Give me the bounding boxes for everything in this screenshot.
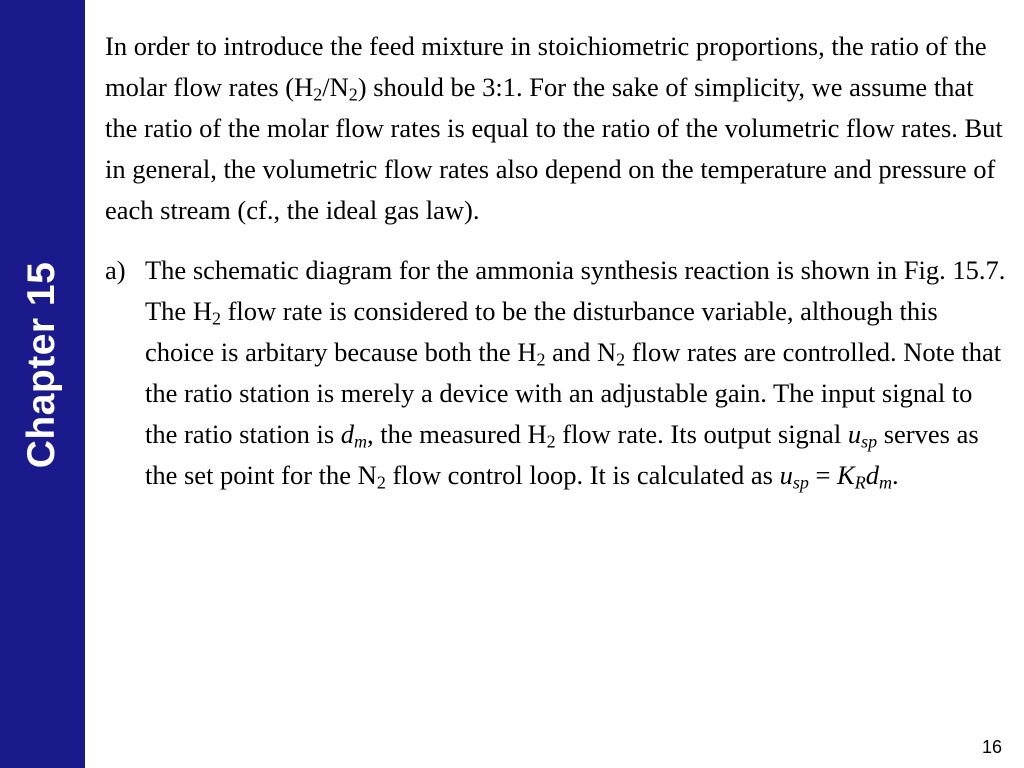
math-subscript: m <box>354 431 368 452</box>
intro-text: /N <box>322 72 349 102</box>
math-variable: d <box>340 419 355 449</box>
slide-content <box>105 26 1010 496</box>
item-text: serves as the set point for the N <box>145 419 979 490</box>
subscript: 2 <box>616 349 626 370</box>
item-text: and N <box>545 337 617 367</box>
item-text: = <box>808 460 838 490</box>
math-subscript: sp <box>792 472 809 493</box>
math-variable: u <box>847 419 862 449</box>
math-subscript: m <box>879 472 893 493</box>
chapter-title: Chapter 15 <box>20 261 63 469</box>
subscript: 2 <box>546 431 556 452</box>
item-text: , the measured H <box>367 419 547 449</box>
math-variable: u <box>779 460 793 490</box>
item-text: flow control loop. It is calculated as <box>385 460 780 490</box>
item-text: . <box>892 460 899 490</box>
math-variable: K <box>837 460 855 490</box>
subscript: 2 <box>348 84 358 105</box>
subscript: 2 <box>376 472 386 493</box>
math-variable: d <box>865 460 879 490</box>
math-subscript: R <box>854 472 866 493</box>
subscript: 2 <box>536 349 546 370</box>
item-text: flow rate is considered to be the disturbance variable, although this choice is arbitary because both the H <box>145 296 938 367</box>
intro-paragraph <box>105 26 1010 231</box>
subscript: 2 <box>313 84 323 105</box>
intro-text: In order to introduce the feed mixture in stoichiometric proportions, the ratio of the molar flow rates (H <box>105 31 987 102</box>
chapter-sidebar <box>0 0 85 768</box>
item-text: The schematic diagram for the ammonia synthesis reaction is shown in Fig. 15.7. The H <box>145 255 1006 326</box>
math-subscript: sp <box>861 431 878 452</box>
page-number: 16 <box>981 737 1002 757</box>
list-item-a <box>105 250 1010 496</box>
list-marker: a) <box>105 255 126 285</box>
item-text: flow rates are controlled. Note that the ratio station is merely a device with an adjustable gain. The input signal to the ratio station is <box>145 337 1002 449</box>
list-item-text <box>145 250 1010 496</box>
intro-text: ) should be 3:1. For the sake of simplicity, we assume that the ratio of the molar flow rates is equal to the ratio of the volumetric flow rates. But in general, the volumetric flow rates also depend on the temperature and pressure of each stream (cf., the ideal gas law). <box>105 72 1003 225</box>
subscript: 2 <box>211 308 221 329</box>
item-text: flow rate. Its output signal <box>555 419 848 449</box>
